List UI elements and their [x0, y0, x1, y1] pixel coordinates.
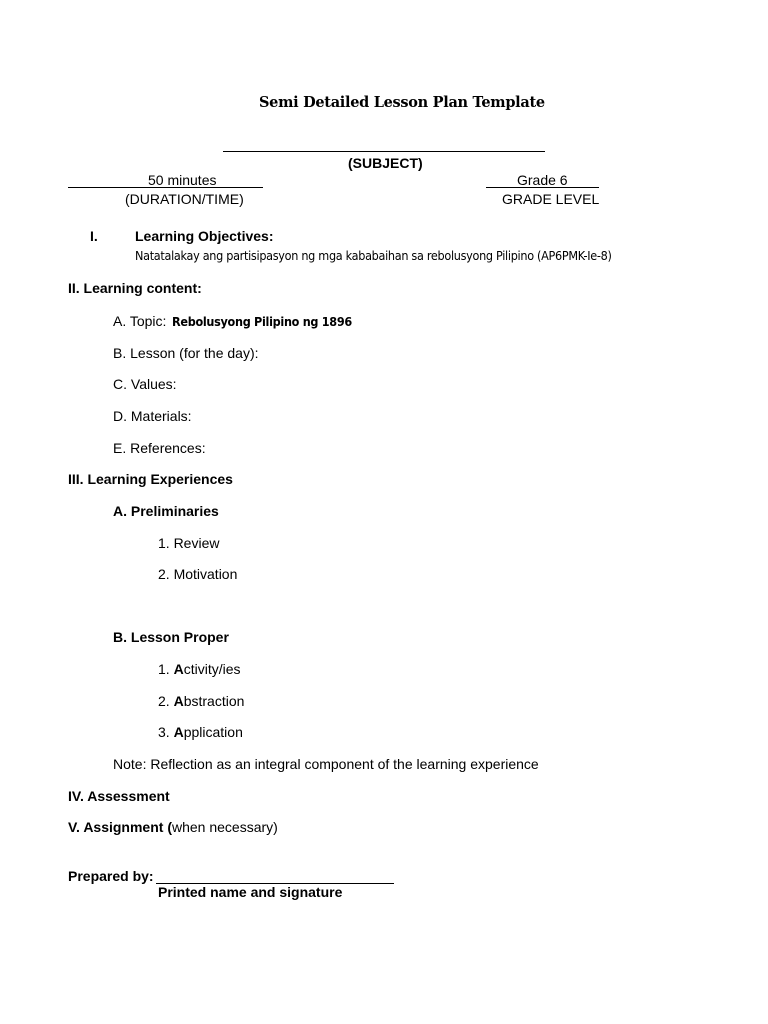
lesson-proper-item	[158, 724, 243, 740]
assessment-heading: IV. Assessment	[68, 788, 170, 804]
document-title: Semi Detailed Lesson Plan Template	[259, 94, 545, 111]
prepared-by-label: Prepared by:	[68, 868, 154, 884]
topic-label: A. Topic:	[113, 313, 167, 329]
item-initial: A	[173, 724, 184, 740]
reflection-note: Note: Reflection as an integral component of the learning experience	[113, 756, 539, 772]
item-rest: pplication	[183, 724, 243, 740]
item-number: 1.	[158, 661, 170, 677]
item-rest: bstraction	[183, 693, 245, 709]
item-rest: ctivity/ies	[183, 661, 241, 677]
subject-blank-line	[223, 151, 545, 152]
assignment-heading	[68, 819, 278, 835]
item-number: 3.	[158, 724, 170, 740]
preliminaries-heading: A. Preliminaries	[113, 503, 219, 519]
preliminaries-item-review: 1. Review	[158, 535, 220, 551]
materials-label: D. Materials:	[113, 408, 192, 424]
assignment-label: V. Assignment (	[68, 819, 172, 835]
duration-value: 50 minutes	[148, 172, 217, 188]
objectives-number: I.	[90, 228, 98, 244]
objectives-heading: Learning Objectives:	[135, 228, 274, 244]
duration-label: (DURATION/TIME)	[125, 191, 244, 207]
topic-value: Rebolusyong Pilipino ng 1896	[172, 314, 352, 329]
references-label: E. References:	[113, 440, 206, 456]
item-number: 2.	[158, 693, 170, 709]
lesson-proper-item	[158, 693, 244, 709]
grade-value: Grade 6	[517, 172, 568, 188]
lesson-proper-heading: B. Lesson Proper	[113, 629, 229, 645]
preliminaries-item-motivation: 2. Motivation	[158, 566, 238, 582]
item-initial: A	[173, 661, 184, 677]
subject-label: (SUBJECT)	[348, 155, 423, 171]
values-label: C. Values:	[113, 376, 177, 392]
lesson-proper-item	[158, 661, 241, 677]
signature-caption: Printed name and signature	[158, 884, 343, 900]
objectives-text: Natatalakay ang partisipasyon ng mga kababaihan sa rebolusyong Pilipino (AP6PMK-Ie-8)	[135, 248, 612, 263]
experiences-heading: III. Learning Experiences	[68, 471, 233, 487]
content-heading: II. Learning content:	[68, 280, 202, 296]
lesson-label: B. Lesson (for the day):	[113, 345, 259, 361]
assignment-note: when necessary)	[172, 819, 278, 835]
item-initial: A	[173, 693, 184, 709]
grade-label: GRADE LEVEL	[502, 191, 600, 207]
